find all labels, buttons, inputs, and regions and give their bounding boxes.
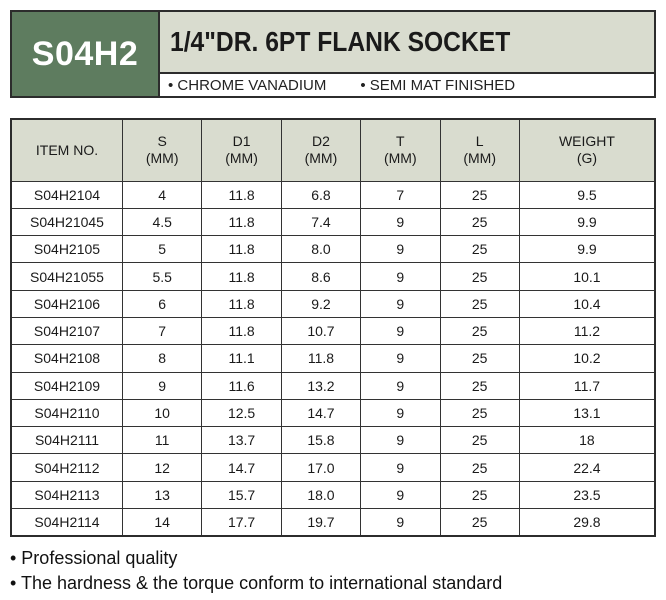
- cell-weight: 22.4: [519, 454, 655, 481]
- cell-s: 4.5: [123, 208, 202, 235]
- table-row: [11, 290, 655, 317]
- cell-weight: 11.7: [519, 372, 655, 399]
- column-unit: (MM): [463, 150, 497, 167]
- table-row: [11, 345, 655, 372]
- cell-d2: 6.8: [281, 181, 360, 208]
- cell-l: 25: [440, 372, 519, 399]
- cell-item-no: S04H2108: [11, 345, 123, 372]
- table-row: [11, 181, 655, 208]
- cell-d2: 15.8: [281, 427, 360, 454]
- column-unit: (MM): [304, 150, 338, 167]
- cell-weight: 10.1: [519, 263, 655, 290]
- header-d1: [202, 119, 281, 181]
- cell-t: 9: [361, 208, 440, 235]
- header-t: [361, 119, 440, 181]
- cell-t: 9: [361, 290, 440, 317]
- table-row: [11, 236, 655, 263]
- cell-weight: 9.9: [519, 208, 655, 235]
- cell-item-no: S04H2110: [11, 399, 123, 426]
- table-row: [11, 427, 655, 454]
- cell-t: 9: [361, 345, 440, 372]
- table-row: [11, 208, 655, 235]
- cell-item-no: S04H2107: [11, 317, 123, 344]
- cell-item-no: S04H2114: [11, 509, 123, 536]
- cell-d1: 11.8: [202, 263, 281, 290]
- cell-l: 25: [440, 427, 519, 454]
- cell-d1: 13.7: [202, 427, 281, 454]
- product-header: [10, 10, 656, 98]
- cell-l: 25: [440, 481, 519, 508]
- column-unit: (G): [576, 150, 598, 167]
- title-bar: [160, 12, 654, 74]
- cell-t: 9: [361, 509, 440, 536]
- cell-l: 25: [440, 399, 519, 426]
- cell-d2: 18.0: [281, 481, 360, 508]
- cell-t: 9: [361, 399, 440, 426]
- column-name: ITEM NO.: [35, 141, 99, 158]
- cell-d2: 14.7: [281, 399, 360, 426]
- cell-t: 9: [361, 317, 440, 344]
- cell-t: 9: [361, 454, 440, 481]
- cell-d1: 17.7: [202, 509, 281, 536]
- cell-l: 25: [440, 454, 519, 481]
- cell-item-no: S04H2109: [11, 372, 123, 399]
- cell-d1: 11.6: [202, 372, 281, 399]
- cell-d1: 11.8: [202, 290, 281, 317]
- spec-table: [10, 118, 656, 537]
- cell-weight: 10.4: [519, 290, 655, 317]
- cell-t: 9: [361, 427, 440, 454]
- cell-s: 7: [123, 317, 202, 344]
- cell-l: 25: [440, 317, 519, 344]
- cell-weight: 9.5: [519, 181, 655, 208]
- product-title: 1/4"DR. 6PT FLANK SOCKET: [170, 26, 511, 57]
- note-professional-quality: • Professional quality: [10, 548, 178, 568]
- cell-t: 9: [361, 372, 440, 399]
- cell-item-no: S04H2112: [11, 454, 123, 481]
- column-name: WEIGHT: [558, 133, 615, 150]
- table-row: [11, 399, 655, 426]
- cell-t: 9: [361, 263, 440, 290]
- cell-weight: 10.2: [519, 345, 655, 372]
- header-row: [11, 119, 655, 181]
- cell-l: 25: [440, 208, 519, 235]
- cell-item-no: S04H2105: [11, 236, 123, 263]
- notes-list: [10, 546, 502, 596]
- cell-d1: 11.8: [202, 208, 281, 235]
- cell-t: 9: [361, 481, 440, 508]
- column-unit: (MM): [383, 150, 417, 167]
- cell-item-no: S04H2106: [11, 290, 123, 317]
- cell-s: 5: [123, 236, 202, 263]
- cell-weight: 18: [519, 427, 655, 454]
- header-item-no: [11, 119, 123, 181]
- cell-s: 9: [123, 372, 202, 399]
- cell-d1: 15.7: [202, 481, 281, 508]
- cell-s: 5.5: [123, 263, 202, 290]
- cell-l: 25: [440, 263, 519, 290]
- cell-d2: 19.7: [281, 509, 360, 536]
- header-d2: [281, 119, 360, 181]
- column-name: D1: [232, 133, 251, 150]
- column-name: D2: [311, 133, 330, 150]
- table-row: [11, 481, 655, 508]
- note-international-standard: • The hardness & the torque conform to international standard: [10, 573, 503, 593]
- cell-s: 8: [123, 345, 202, 372]
- column-unit: (MM): [225, 150, 258, 167]
- cell-item-no: S04H21055: [11, 263, 123, 290]
- cell-weight: 11.2: [519, 317, 655, 344]
- cell-d2: 10.7: [281, 317, 360, 344]
- feature-bar: [160, 74, 654, 96]
- cell-d2: 11.8: [281, 345, 360, 372]
- cell-d2: 8.0: [281, 236, 360, 263]
- table-row: [11, 509, 655, 536]
- cell-l: 25: [440, 509, 519, 536]
- column-name: L: [475, 133, 484, 150]
- cell-l: 25: [440, 345, 519, 372]
- cell-s: 6: [123, 290, 202, 317]
- cell-item-no: S04H21045: [11, 208, 123, 235]
- cell-t: 9: [361, 236, 440, 263]
- table-row: [11, 317, 655, 344]
- cell-weight: 9.9: [519, 236, 655, 263]
- feature-semi-mat-finished: • SEMI MAT FINISHED: [360, 76, 516, 94]
- cell-t: 7: [361, 181, 440, 208]
- cell-weight: 13.1: [519, 399, 655, 426]
- table-row: [11, 454, 655, 481]
- spec-table-body: [11, 181, 655, 536]
- spec-table-header: [11, 119, 655, 181]
- cell-d1: 11.8: [202, 181, 281, 208]
- cell-d2: 9.2: [281, 290, 360, 317]
- column-unit: (MM): [145, 150, 179, 167]
- cell-d1: 14.7: [202, 454, 281, 481]
- cell-l: 25: [440, 290, 519, 317]
- cell-d2: 13.2: [281, 372, 360, 399]
- cell-weight: 29.8: [519, 509, 655, 536]
- cell-d1: 11.1: [202, 345, 281, 372]
- cell-d2: 7.4: [281, 208, 360, 235]
- cell-s: 10: [123, 399, 202, 426]
- header-s: [123, 119, 202, 181]
- product-code: S04H2: [12, 12, 160, 96]
- table-row: [11, 263, 655, 290]
- cell-item-no: S04H2111: [11, 427, 123, 454]
- cell-d2: 17.0: [281, 454, 360, 481]
- cell-s: 4: [123, 181, 202, 208]
- header-weight: [519, 119, 655, 181]
- cell-item-no: S04H2104: [11, 181, 123, 208]
- cell-s: 12: [123, 454, 202, 481]
- cell-s: 13: [123, 481, 202, 508]
- cell-l: 25: [440, 236, 519, 263]
- cell-d1: 11.8: [202, 236, 281, 263]
- column-name: T: [396, 133, 405, 150]
- column-name: S: [157, 133, 167, 150]
- cell-item-no: S04H2113: [11, 481, 123, 508]
- cell-s: 11: [123, 427, 202, 454]
- feature-chrome-vanadium: • CHROME VANADIUM: [168, 76, 327, 94]
- cell-s: 14: [123, 509, 202, 536]
- table-row: [11, 372, 655, 399]
- cell-d1: 12.5: [202, 399, 281, 426]
- cell-d2: 8.6: [281, 263, 360, 290]
- cell-d1: 11.8: [202, 317, 281, 344]
- header-l: [440, 119, 519, 181]
- cell-l: 25: [440, 181, 519, 208]
- cell-weight: 23.5: [519, 481, 655, 508]
